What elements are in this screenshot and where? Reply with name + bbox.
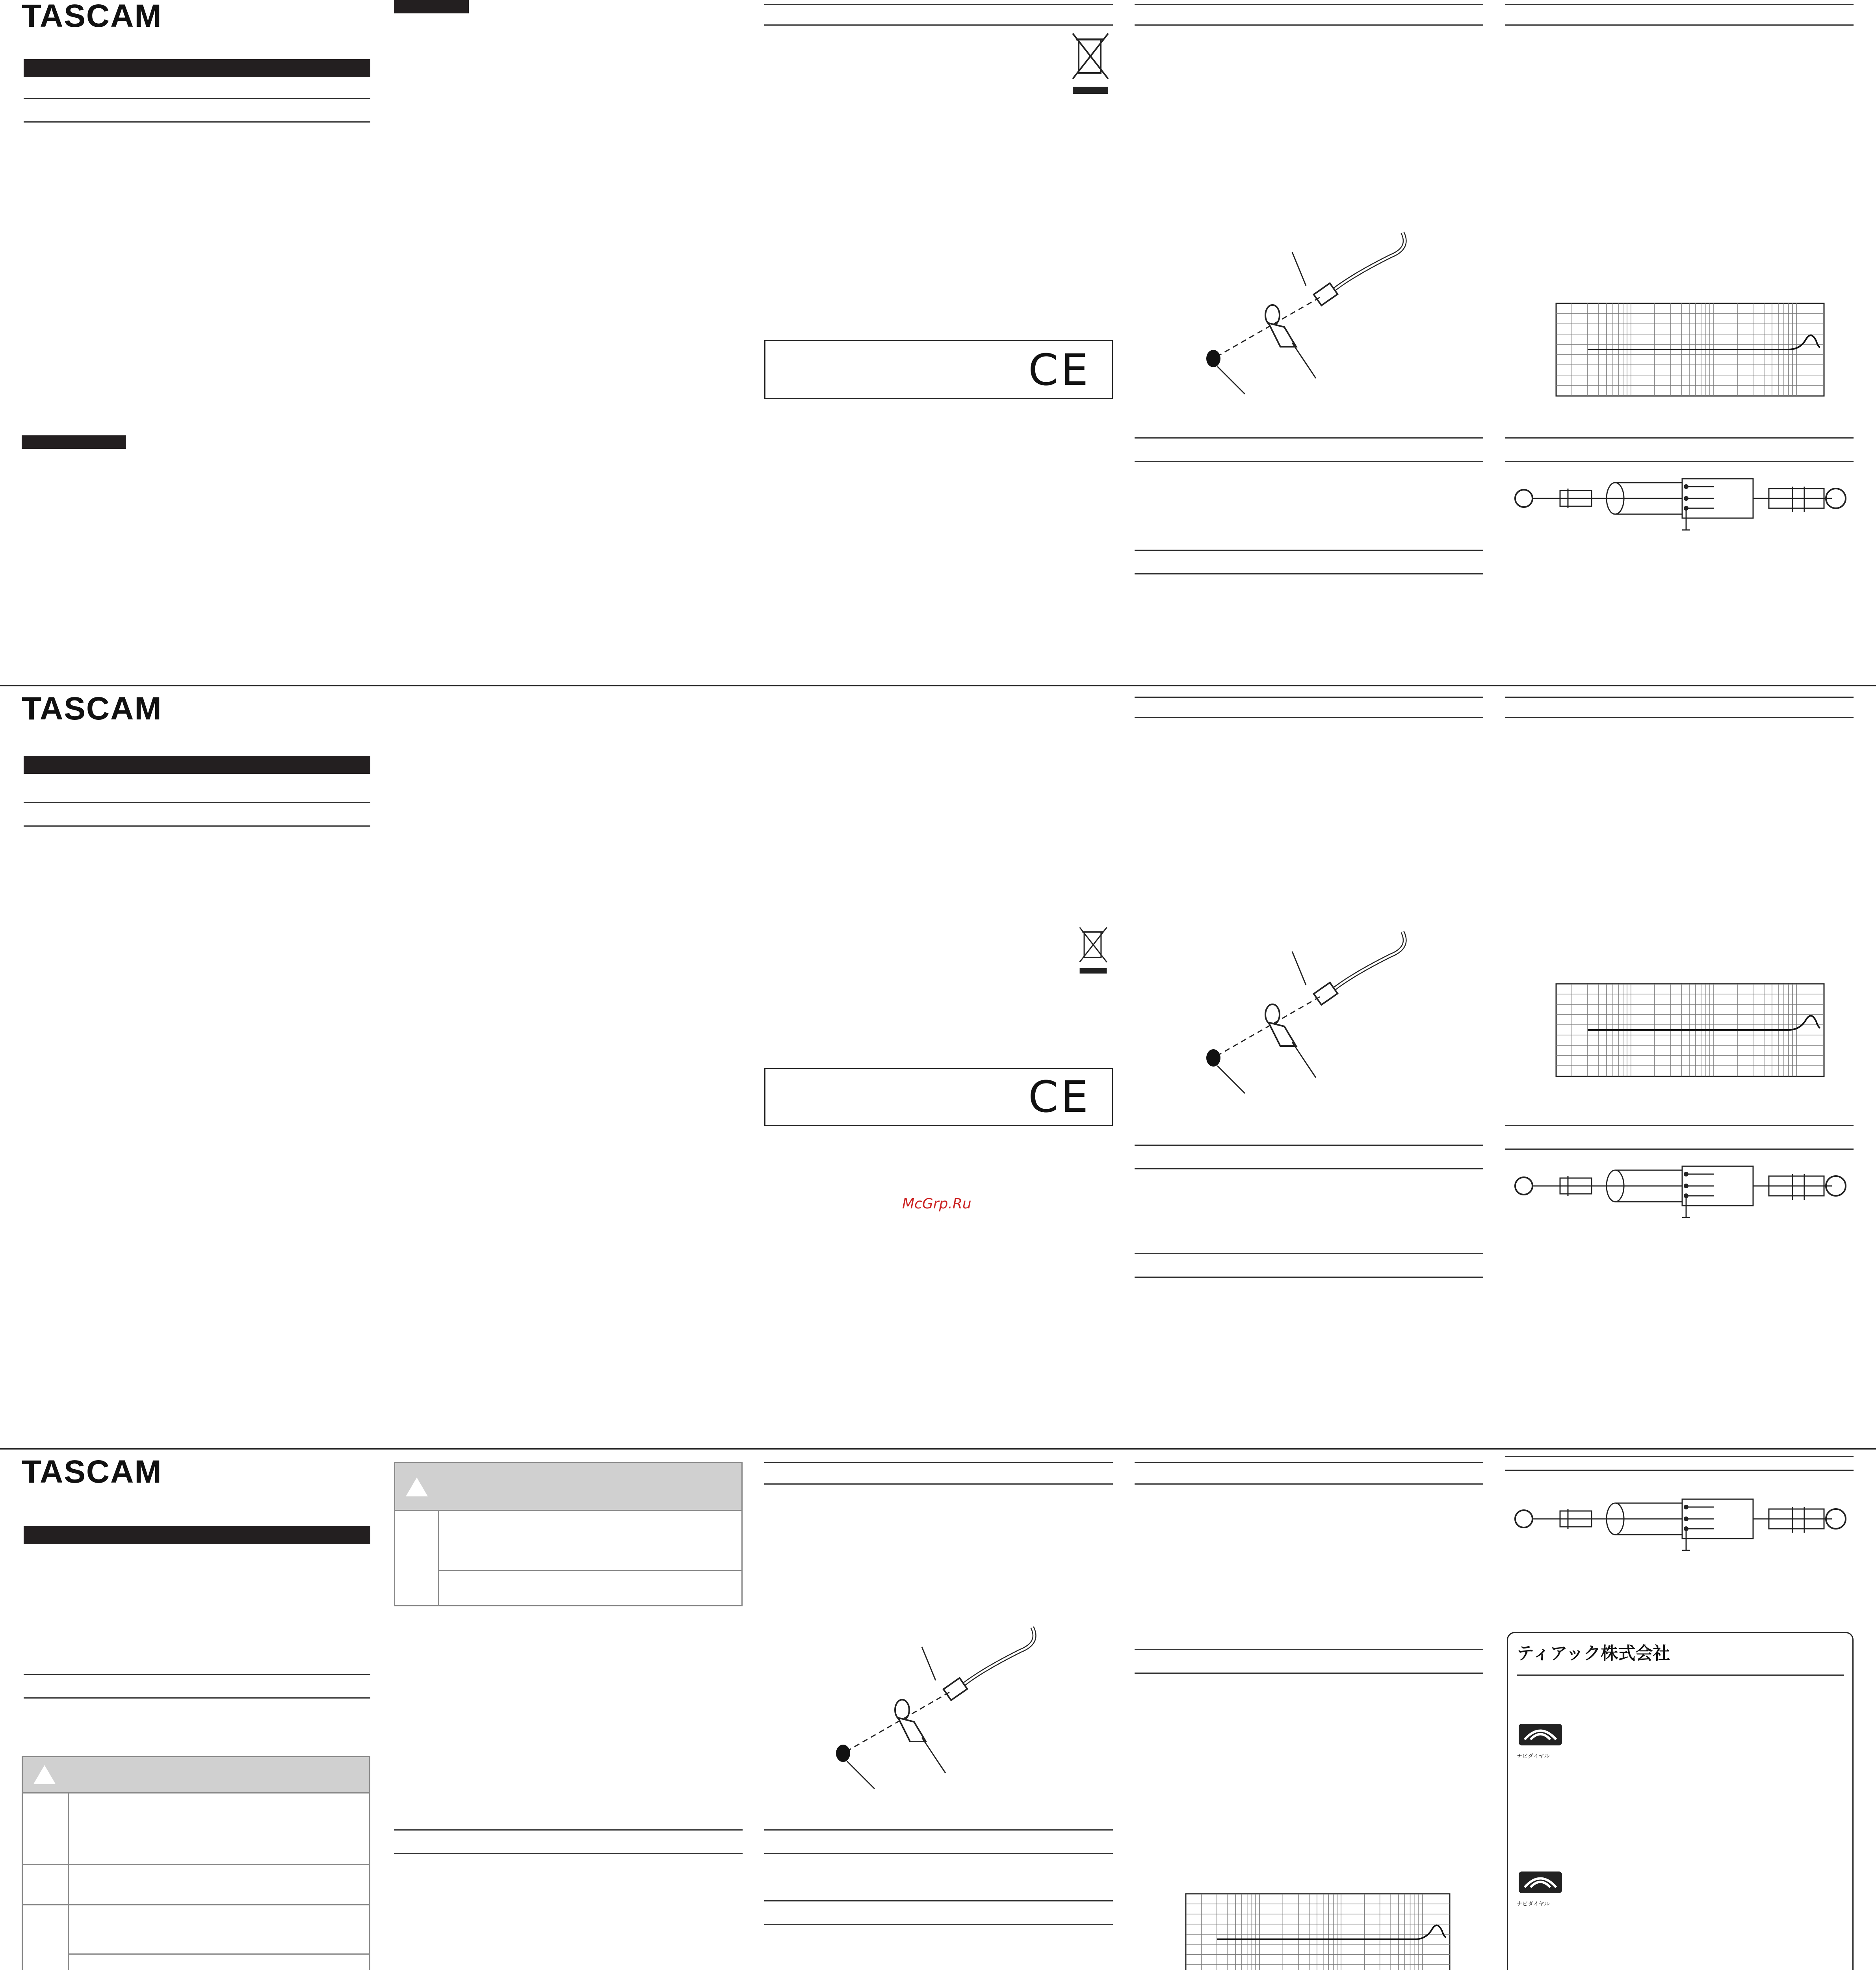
section-rule [1135, 1277, 1483, 1278]
weee-bin-icon [1071, 32, 1110, 98]
section-rule [1505, 1470, 1854, 1471]
frequency-response-chart [1186, 1893, 1450, 1970]
microphone-diagram [831, 1623, 1052, 1797]
company-name: ティアック株式会社 [1517, 1643, 1670, 1663]
section-rule [1505, 1125, 1854, 1126]
section-rule [1135, 1462, 1483, 1463]
section-rule [1135, 1673, 1483, 1674]
warning-header [394, 1462, 743, 1511]
section-rule [764, 1483, 1113, 1485]
section-rule [1517, 1674, 1844, 1676]
section-rule [1505, 24, 1854, 26]
section-rule [764, 1853, 1113, 1854]
section-rule [1135, 24, 1483, 26]
title-bar [24, 1526, 370, 1544]
section-rule [394, 1829, 743, 1831]
section-rule [1135, 1145, 1483, 1146]
wiring-diagram [1513, 477, 1852, 540]
warning-cell [68, 1864, 370, 1905]
section-rule [764, 24, 1113, 26]
section-rule [1135, 1483, 1483, 1485]
warning-cell [22, 1904, 69, 1970]
section-rule [1135, 550, 1483, 551]
subtitle-bar [22, 435, 126, 449]
wiring-diagram [1513, 1164, 1852, 1227]
brand-logo: TASCAM [22, 691, 162, 727]
wiring-diagram [1513, 1497, 1852, 1560]
section-rule [1135, 461, 1483, 462]
section-rule [1135, 4, 1483, 5]
microphone-diagram [1202, 928, 1422, 1101]
microphone-diagram [1202, 229, 1422, 402]
ce-mark: CE [1028, 345, 1091, 395]
brand-logo: TASCAM [22, 1454, 162, 1490]
warning-cell [438, 1570, 743, 1606]
section-rule [24, 121, 370, 123]
warning-icon [406, 1478, 428, 1496]
section-rule [764, 1924, 1113, 1925]
warning-cell [68, 1904, 370, 1955]
section-rule [1505, 4, 1854, 5]
page-separator [0, 685, 1876, 686]
section-rule [24, 825, 370, 827]
section-rule [1135, 437, 1483, 439]
section-rule [764, 4, 1113, 5]
warning-cell [22, 1792, 69, 1865]
section-rule [24, 802, 370, 803]
section-rule [1135, 717, 1483, 718]
section-rule [764, 1829, 1113, 1831]
section-rule [1135, 1168, 1483, 1169]
section-rule [1505, 1456, 1854, 1457]
ce-mark: CE [1028, 1072, 1091, 1122]
section-rule [24, 1697, 370, 1699]
navi-label: ナビダイヤル [1517, 1901, 1550, 1907]
section-rule [1135, 1253, 1483, 1254]
section-rule [24, 98, 370, 99]
section-rule [1135, 573, 1483, 574]
warning-cell [68, 1792, 370, 1865]
warning-cell [438, 1510, 743, 1571]
title-bar [24, 59, 370, 77]
section-rule [1135, 1649, 1483, 1650]
section-rule [1505, 461, 1854, 462]
section-rule [394, 1853, 743, 1854]
section-rule [1505, 717, 1854, 718]
frequency-response-chart [1556, 303, 1824, 396]
section-rule [1505, 437, 1854, 439]
section-rule [1135, 697, 1483, 698]
brand-logo: TASCAM [22, 0, 162, 34]
section-rule [764, 1462, 1113, 1463]
japan-contact-box [1507, 1632, 1854, 1970]
section-rule [1505, 697, 1854, 698]
navi-dial-icon [1517, 1722, 1564, 1753]
section-rule [24, 1674, 370, 1675]
frequency-response-chart [1556, 984, 1824, 1076]
watermark-text: McGrp.Ru [902, 1196, 971, 1212]
column-header-bar [394, 0, 469, 13]
warning-icon [33, 1765, 56, 1784]
warning-cell [22, 1864, 69, 1905]
warning-cell [394, 1510, 439, 1606]
warning-header [22, 1756, 370, 1793]
weee-bin-icon [1075, 926, 1111, 977]
page-separator [0, 1448, 1876, 1450]
warning-cell [68, 1953, 370, 1970]
section-rule [1505, 1149, 1854, 1150]
title-bar [24, 756, 370, 774]
navi-label: ナビダイヤル [1517, 1753, 1550, 1760]
section-rule [764, 1900, 1113, 1901]
navi-dial-icon [1517, 1870, 1564, 1901]
